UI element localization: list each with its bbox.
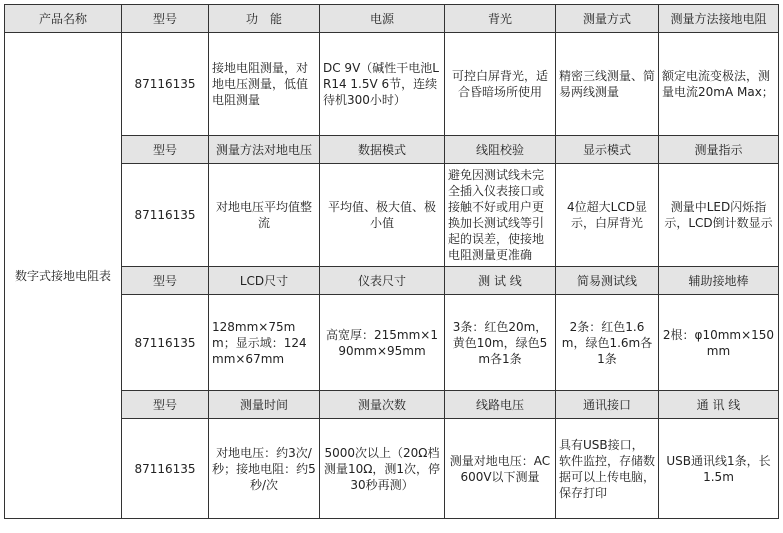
model-cell: 87116135 [122,295,209,391]
product-name-cell: 数字式接地电阻表 [5,33,122,519]
spec-cell: 接地电阻测量，对地电压测量，低值电阻测量 [209,33,320,136]
header-row-3 [5,267,779,295]
model-header: 型号 [122,391,209,419]
spec-cell: 2根：φ10mm×150mm [659,295,779,391]
data-row-2 [5,164,779,267]
spec-cell: 可控白屏背光，适合昏暗场所使用 [445,33,556,136]
spec-cell: 4位超大LCD显示，白屏背光 [556,164,659,267]
spec-cell: USB通讯线1条，长1.5m [659,419,779,519]
header-row-4 [5,391,779,419]
column-header: 测量指示 [659,136,779,164]
column-header: 通讯接口 [556,391,659,419]
column-header: 通 讯 线 [659,391,779,419]
column-header: 功 能 [209,5,320,33]
model-cell: 87116135 [122,419,209,519]
spec-cell: 高宽厚：215mm×190mm×95mm [320,295,445,391]
model-header: 型号 [122,267,209,295]
spec-cell: 避免因测试线未完全插入仪表接口或接触不好或用户更换加长测试线等引起的误差，使接地电阻测量更准确 [445,164,556,267]
spec-cell: 测量中LED闪烁指示，LCD倒计数显示 [659,164,779,267]
spec-cell: 对地电压平均值整流 [209,164,320,267]
column-header: 测量时间 [209,391,320,419]
column-header: 测 试 线 [445,267,556,295]
column-header: 背光 [445,5,556,33]
spec-cell: 2条：红色1.6m，绿色1.6m各1条 [556,295,659,391]
model-cell: 87116135 [122,164,209,267]
column-header: 线阻校验 [445,136,556,164]
spec-cell: 平均值、极大值、极小值 [320,164,445,267]
column-header: 测量方法对地电压 [209,136,320,164]
header-row-1 [5,5,779,33]
header-row-2 [5,136,779,164]
model-header: 型号 [122,5,209,33]
model-header: 型号 [122,136,209,164]
spec-cell: 测量对地电压：AC 600V以下测量 [445,419,556,519]
spec-cell: 128mm×75mm；显示域：124mm×67mm [209,295,320,391]
product-name-header: 产品名称 [5,5,122,33]
spec-cell: 5000次以上（20Ω档测量10Ω，测1次，停30秒再测） [320,419,445,519]
spec-cell: DC 9V（碱性干电池LR14 1.5V 6节，连续待机300小时） [320,33,445,136]
spec-table [4,4,779,519]
model-cell: 87116135 [122,33,209,136]
column-header: 数据模式 [320,136,445,164]
data-row-4 [5,419,779,519]
data-row-3 [5,295,779,391]
column-header: 辅助接地棒 [659,267,779,295]
column-header: 测量次数 [320,391,445,419]
spec-cell: 精密三线测量、简易两线测量 [556,33,659,136]
column-header: 测量方式 [556,5,659,33]
column-header: LCD尺寸 [209,267,320,295]
column-header: 电源 [320,5,445,33]
spec-cell: 具有USB接口，软件监控，存储数据可以上传电脑，保存打印 [556,419,659,519]
spec-cell: 3条：红色20m，黄色10m，绿色5m各1条 [445,295,556,391]
data-row-1 [5,33,779,136]
column-header: 简易测试线 [556,267,659,295]
column-header: 线路电压 [445,391,556,419]
spec-cell: 额定电流变极法，测量电流20mA Max； [659,33,779,136]
column-header: 仪表尺寸 [320,267,445,295]
spec-cell: 对地电压：约3次/秒；接地电阻：约5秒/次 [209,419,320,519]
column-header: 测量方法接地电阻 [659,5,779,33]
column-header: 显示模式 [556,136,659,164]
